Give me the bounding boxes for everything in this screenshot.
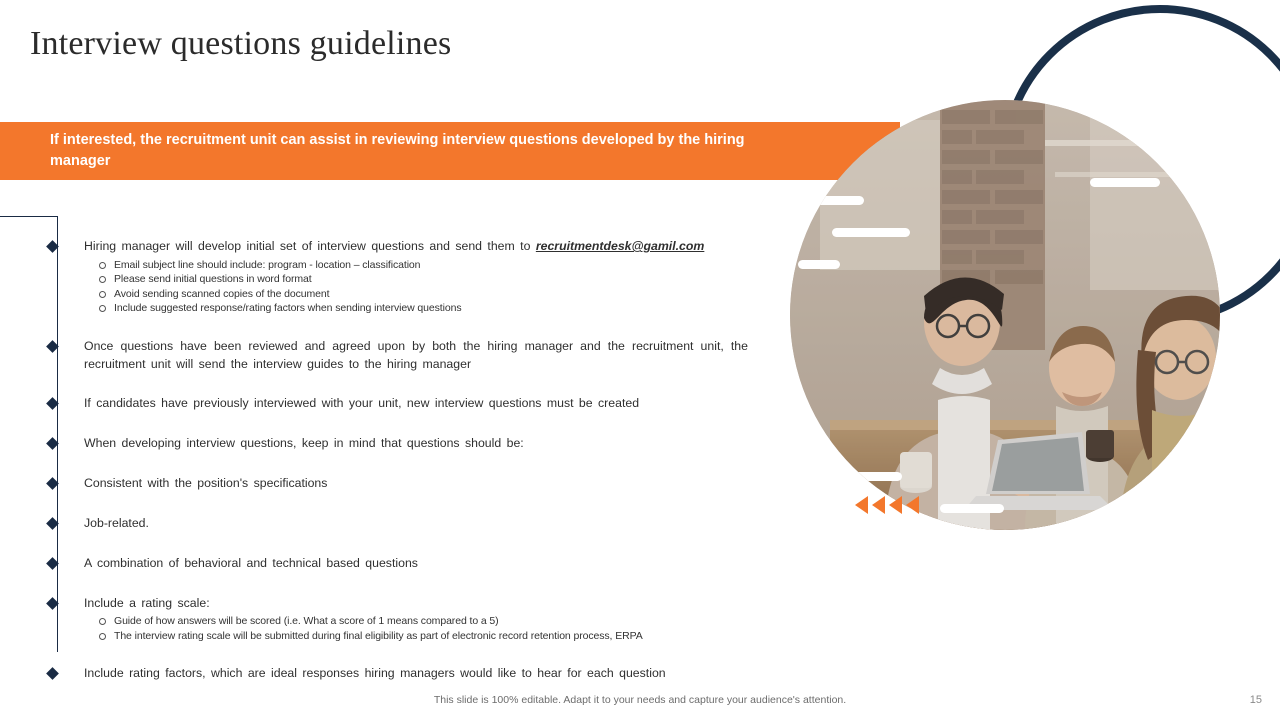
banner-text: If interested, the recruitment unit can assist in reviewing interview questions developed by the hiring manager [50,131,745,169]
list-item-body [48,435,748,453]
guidelines-list [48,238,748,683]
email-link[interactable]: recruitmentdesk@gamil.com [535,239,705,253]
sub-list-item: Email subject line should include: program - location – classification [98,258,748,272]
triangle-decoration [855,496,919,514]
decor-dash [808,196,864,205]
list-item [48,238,748,316]
triangle-icon [889,496,902,514]
decor-dash [832,228,910,237]
decor-dash [850,472,902,481]
list-item-text: Job-related. [84,515,149,530]
list-item-body [48,338,748,374]
list-item-body [48,555,748,573]
bracket-top-line [0,216,58,217]
list-item [48,338,748,374]
sub-list [84,614,748,643]
sub-list-item: Avoid sending scanned copies of the document [98,287,748,301]
sub-list-item: Include suggested response/rating factors when sending interview questions [98,301,748,315]
list-item-text: Once questions have been reviewed and agreed upon by both the hiring manager and the recruitment unit, the recruitment unit will send the interview guides to the hiring manager [84,338,748,371]
list-item-body [48,238,748,316]
list-item-body [48,395,748,413]
list-item-text: A combination of behavioral and technical based questions [84,555,418,570]
sub-list-item: The interview rating scale will be submitted during final eligibility as part of electronic record retention process, ERPA [98,629,748,643]
decor-dash [798,260,840,269]
footer-note: This slide is 100% editable. Adapt it to your needs and capture your audience's attention. [433,694,847,706]
list-item-body [48,665,748,683]
highlight-banner [0,122,900,180]
list-item-text: If candidates have previously interviewed with your unit, new interview questions must be created [84,396,640,411]
sub-list [84,258,748,316]
triangle-icon [906,496,919,514]
team-meeting-photo [790,100,1220,530]
list-item-text: When developing interview questions, keep in mind that questions should be: [84,436,524,451]
page-number: 15 [1249,694,1262,706]
list-item-text: Include a rating scale: [84,595,210,610]
sub-list-item: Guide of how answers will be scored (i.e. What a score of 1 means compared to a 5) [98,614,748,628]
list-item [48,515,748,533]
list-item [48,665,748,683]
list-item [48,475,748,493]
list-item-body [48,475,748,493]
list-item-body [48,515,748,533]
list-item [48,435,748,453]
list-item-text: Hiring manager will develop initial set of interview questions and send them to recruitmentdesk@gamil.com [84,239,705,253]
decor-dash [1090,178,1160,187]
list-item [48,555,748,573]
list-item [48,395,748,413]
decor-dash [940,504,1004,513]
triangle-icon [872,496,885,514]
list-item-text: Consistent with the position's specifications [84,476,328,491]
page-title: Interview questions guidelines [30,25,452,62]
sub-list-item: Please send initial questions in word format [98,272,748,286]
list-item-body [48,595,748,644]
list-item-text: Include rating factors, which are ideal responses hiring managers would like to hear for each question [84,666,666,681]
triangle-icon [855,496,868,514]
list-item [48,595,748,644]
